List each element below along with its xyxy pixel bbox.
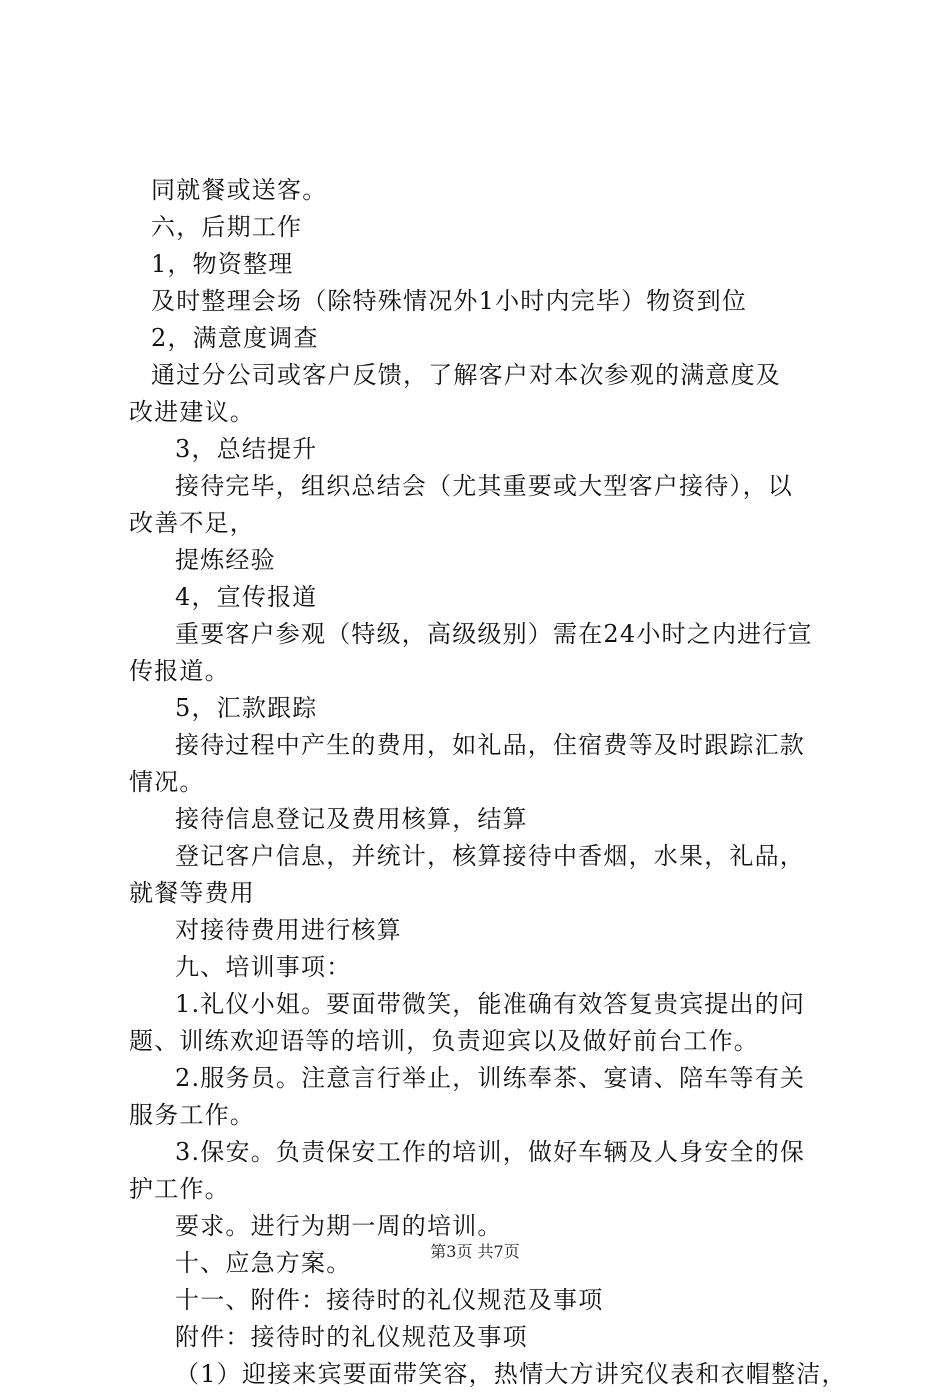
text-line: 2，满意度调查 — [151, 324, 319, 352]
text-line: 通过分公司或客户反馈，了解客户对本次参观的满意度及 — [151, 361, 781, 389]
text-line: 九、培训事项： — [175, 953, 352, 981]
text-line: 重要客户参观（特级，高级级别）需在24小时之内进行宣 — [175, 620, 813, 648]
text-line: 登记客户信息，并统计，核算接待中香烟，水果，礼品， — [175, 842, 805, 870]
text-line: 4，宣传报道 — [175, 583, 318, 611]
text-line: 对接待费用进行核算 — [175, 916, 402, 944]
text-line: 六，后期工作 — [151, 213, 303, 241]
text-line: 情况。 — [129, 768, 205, 796]
text-line: 改善不足， — [129, 509, 255, 537]
text-line: 接待完毕，组织总结会（尤其重要或大型客户接待），以 — [175, 472, 793, 500]
text-line: 接待过程中产生的费用，如礼品，住宿费等及时跟踪汇款 — [175, 731, 805, 759]
text-line: 2.服务员。注意言行举止，训练奉茶、宴请、陪车等有关 — [175, 1064, 806, 1092]
document-body — [129, 172, 847, 1393]
text-line: 1.礼仪小姐。要面带微笑，能准确有效答复贵宾提出的问 — [175, 990, 806, 1018]
text-line: 服务工作。 — [129, 1101, 255, 1129]
text-line: 十一、附件：接待时的礼仪规范及事项 — [175, 1286, 604, 1314]
text-line: 5，汇款跟踪 — [175, 694, 318, 722]
text-line: 提炼经验 — [175, 546, 276, 574]
text-line: 3.保安。负责保安工作的培训，做好车辆及人身安全的保 — [175, 1138, 806, 1166]
text-line: 附件：接待时的礼仪规范及事项 — [175, 1323, 528, 1351]
text-line: 传报道。 — [129, 657, 230, 685]
text-line: 3，总结提升 — [175, 435, 318, 463]
text-line: 题、训练欢迎语等的培训，负责迎宾以及做好前台工作。 — [129, 1027, 759, 1055]
text-line: 护工作。 — [129, 1175, 230, 1203]
text-line: 要求。进行为期一周的培训。 — [175, 1212, 503, 1240]
text-line: （1）迎接来宾要面带笑容，热情大方讲究仪表和衣帽整洁， — [175, 1360, 847, 1388]
page-footer: 第3页 共7页 — [430, 1242, 520, 1261]
text-line: 1，物资整理 — [151, 250, 294, 278]
text-line: 就餐等费用 — [129, 879, 255, 907]
text-line: 十、应急方案。 — [175, 1249, 352, 1277]
text-line: 同就餐或送客。 — [151, 176, 328, 204]
text-line: 改进建议。 — [129, 398, 255, 426]
text-line: 接待信息登记及费用核算，结算 — [175, 805, 528, 833]
text-line: 及时整理会场（除特殊情况外1小时内完毕）物资到位 — [151, 287, 748, 315]
